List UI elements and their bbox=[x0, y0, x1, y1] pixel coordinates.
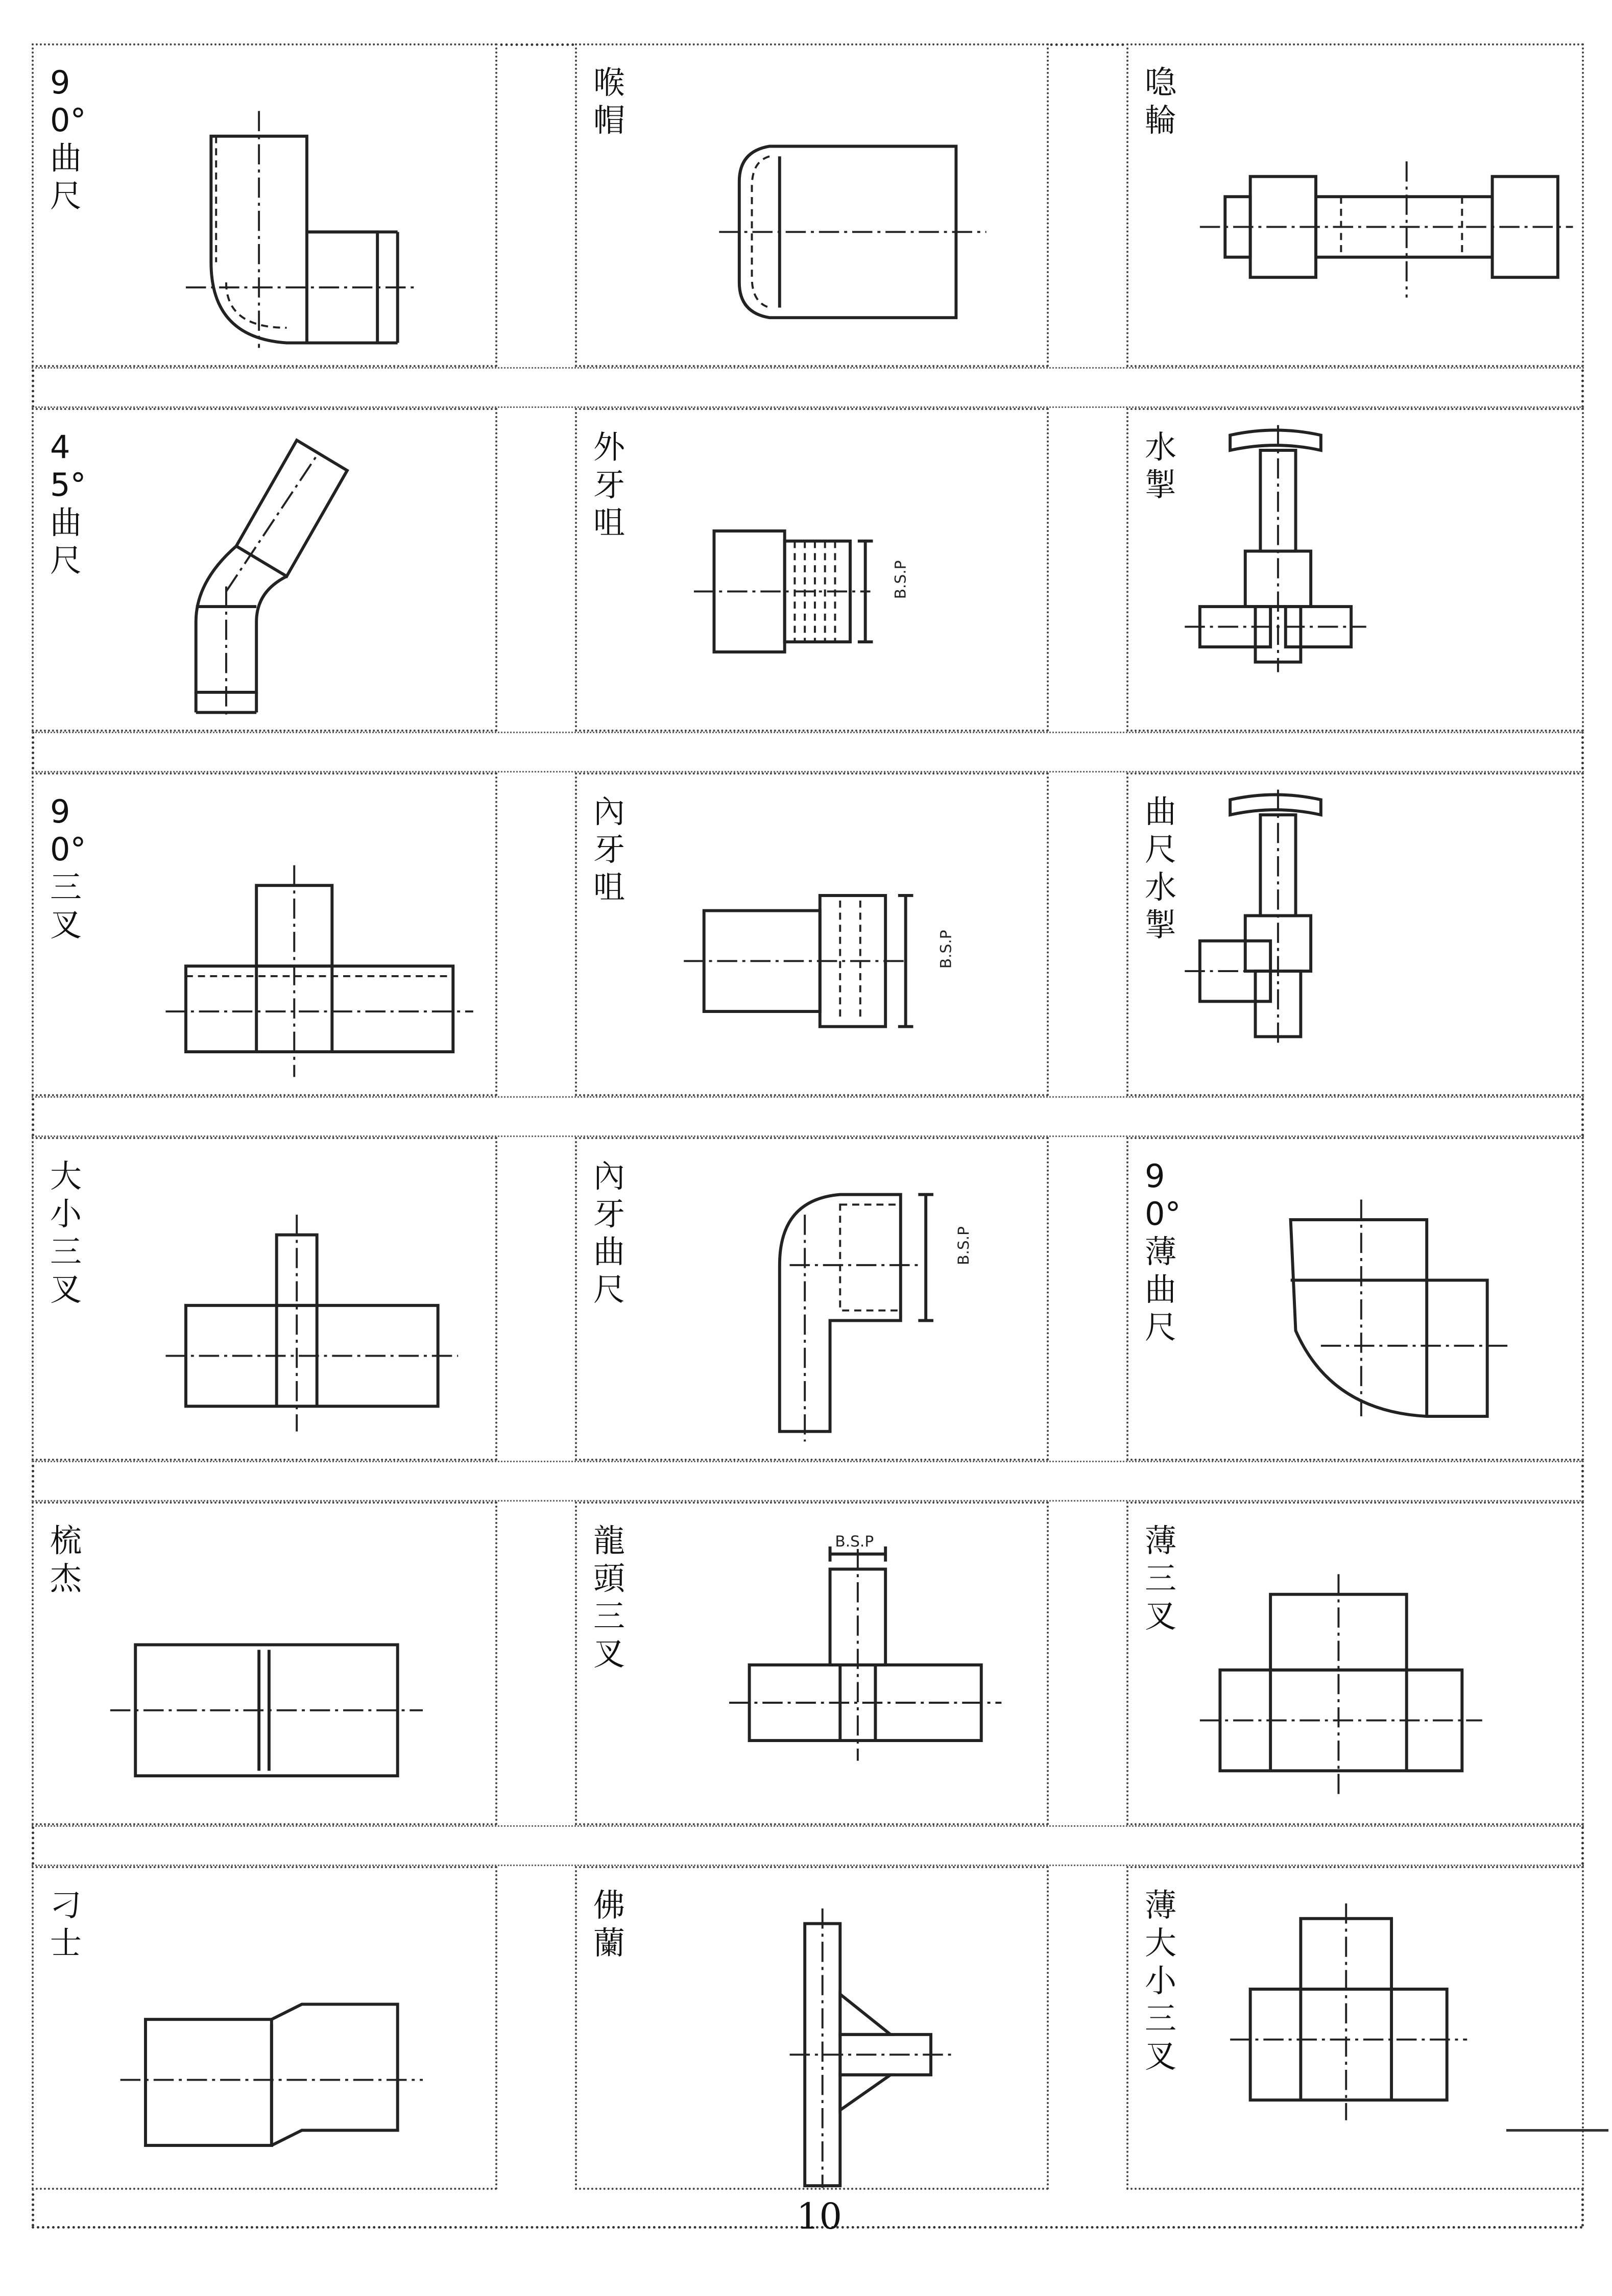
fitting-cell-thin-elbow bbox=[1126, 1137, 1584, 1461]
fitting-label: 大 小 三 叉 bbox=[50, 1157, 82, 1308]
bsp-annotation: B.S.P bbox=[937, 930, 955, 969]
fitting-cell-union bbox=[1126, 43, 1584, 367]
fitting-cell-thin-reducing-tee bbox=[1126, 1866, 1584, 2190]
fitting-row bbox=[32, 772, 1584, 1096]
bsp-annotation: B.S.P bbox=[835, 1532, 874, 1550]
elbow-90-drawing bbox=[34, 45, 495, 365]
elbow-valve-drawing bbox=[1128, 775, 1582, 1094]
row-separator bbox=[32, 1096, 1584, 1137]
coupling-drawing bbox=[34, 1504, 495, 1823]
fitting-label: 曲 尺 水 掣 bbox=[1145, 793, 1177, 944]
fitting-cell-45-elbow bbox=[32, 408, 497, 732]
bsp-annotation: B.S.P bbox=[892, 560, 909, 599]
fitting-cell-reducing-tee bbox=[32, 1137, 497, 1461]
fitting-row bbox=[32, 1137, 1584, 1461]
female-adapter-drawing bbox=[577, 775, 1047, 1094]
thin-tee-drawing bbox=[1128, 1504, 1582, 1823]
fitting-cell-90-elbow bbox=[32, 43, 497, 367]
row-separator bbox=[32, 1461, 1584, 1502]
fitting-cell-thin-tee bbox=[1126, 1502, 1584, 1825]
fitting-label: 90° 薄 曲 尺 bbox=[1145, 1157, 1181, 1346]
fitting-cell-flange bbox=[575, 1866, 1049, 2190]
fitting-cell-90-tee bbox=[32, 772, 497, 1096]
fitting-label: 內 牙 曲 尺 bbox=[593, 1157, 625, 1308]
faucet-tee-drawing bbox=[577, 1504, 1047, 1823]
female-elbow-drawing bbox=[577, 1139, 1047, 1459]
row-separator bbox=[32, 1825, 1584, 1866]
fitting-label: 喼 輪 bbox=[1145, 64, 1177, 139]
fitting-cell-elbow-valve bbox=[1126, 772, 1584, 1096]
margin-rule bbox=[1506, 2129, 1608, 2132]
fitting-row bbox=[32, 43, 1584, 367]
fitting-row bbox=[32, 1502, 1584, 1825]
bsp-annotation: B.S.P bbox=[955, 1226, 973, 1265]
fitting-cell-female-adapter bbox=[575, 772, 1049, 1096]
page-number: 10 bbox=[797, 2195, 843, 2237]
elbow-45-drawing bbox=[34, 410, 495, 730]
fitting-cell-cap bbox=[575, 43, 1049, 367]
tee-90-drawing bbox=[34, 775, 495, 1094]
thin-reducing-tee-drawing bbox=[1128, 1868, 1582, 2188]
male-adapter-drawing bbox=[577, 410, 1047, 730]
reducer-drawing bbox=[34, 1868, 495, 2188]
fitting-label: 內 牙 咀 bbox=[593, 793, 625, 906]
fitting-label: 90° 三 叉 bbox=[50, 793, 86, 944]
fitting-label: 喉 帽 bbox=[593, 64, 625, 139]
fitting-label: 梳 杰 bbox=[50, 1522, 82, 1597]
fitting-cell-male-adapter bbox=[575, 408, 1049, 732]
reducing-tee-drawing bbox=[34, 1139, 495, 1459]
fitting-label: 水 掣 bbox=[1145, 428, 1177, 503]
cap-drawing bbox=[577, 45, 1047, 365]
fitting-label: 薄 三 叉 bbox=[1145, 1522, 1177, 1635]
fitting-cell-female-elbow bbox=[575, 1137, 1049, 1461]
fitting-row bbox=[32, 1866, 1584, 2190]
fitting-label: 刁 士 bbox=[50, 1887, 82, 1962]
fitting-label: 薄 大 小 三 叉 bbox=[1145, 1887, 1177, 2075]
fitting-label: 外 牙 咀 bbox=[593, 428, 625, 541]
fitting-cell-reducer bbox=[32, 1866, 497, 2190]
fitting-label: 龍 頭 三 叉 bbox=[593, 1522, 625, 1673]
fitting-cell-coupling bbox=[32, 1502, 497, 1825]
fitting-cell-faucet-tee bbox=[575, 1502, 1049, 1825]
fitting-label: 45° 曲 尺 bbox=[50, 428, 86, 579]
union-drawing bbox=[1128, 45, 1582, 365]
valve-drawing bbox=[1128, 410, 1582, 730]
fitting-label: 佛 蘭 bbox=[593, 1887, 625, 1962]
fitting-cell-valve bbox=[1126, 408, 1584, 732]
thin-elbow-drawing bbox=[1128, 1139, 1582, 1459]
row-separator bbox=[32, 732, 1584, 772]
row-separator bbox=[32, 367, 1584, 408]
fitting-label: 90° 曲 尺 bbox=[50, 64, 86, 214]
flange-drawing bbox=[577, 1868, 1047, 2188]
fitting-row bbox=[32, 408, 1584, 732]
